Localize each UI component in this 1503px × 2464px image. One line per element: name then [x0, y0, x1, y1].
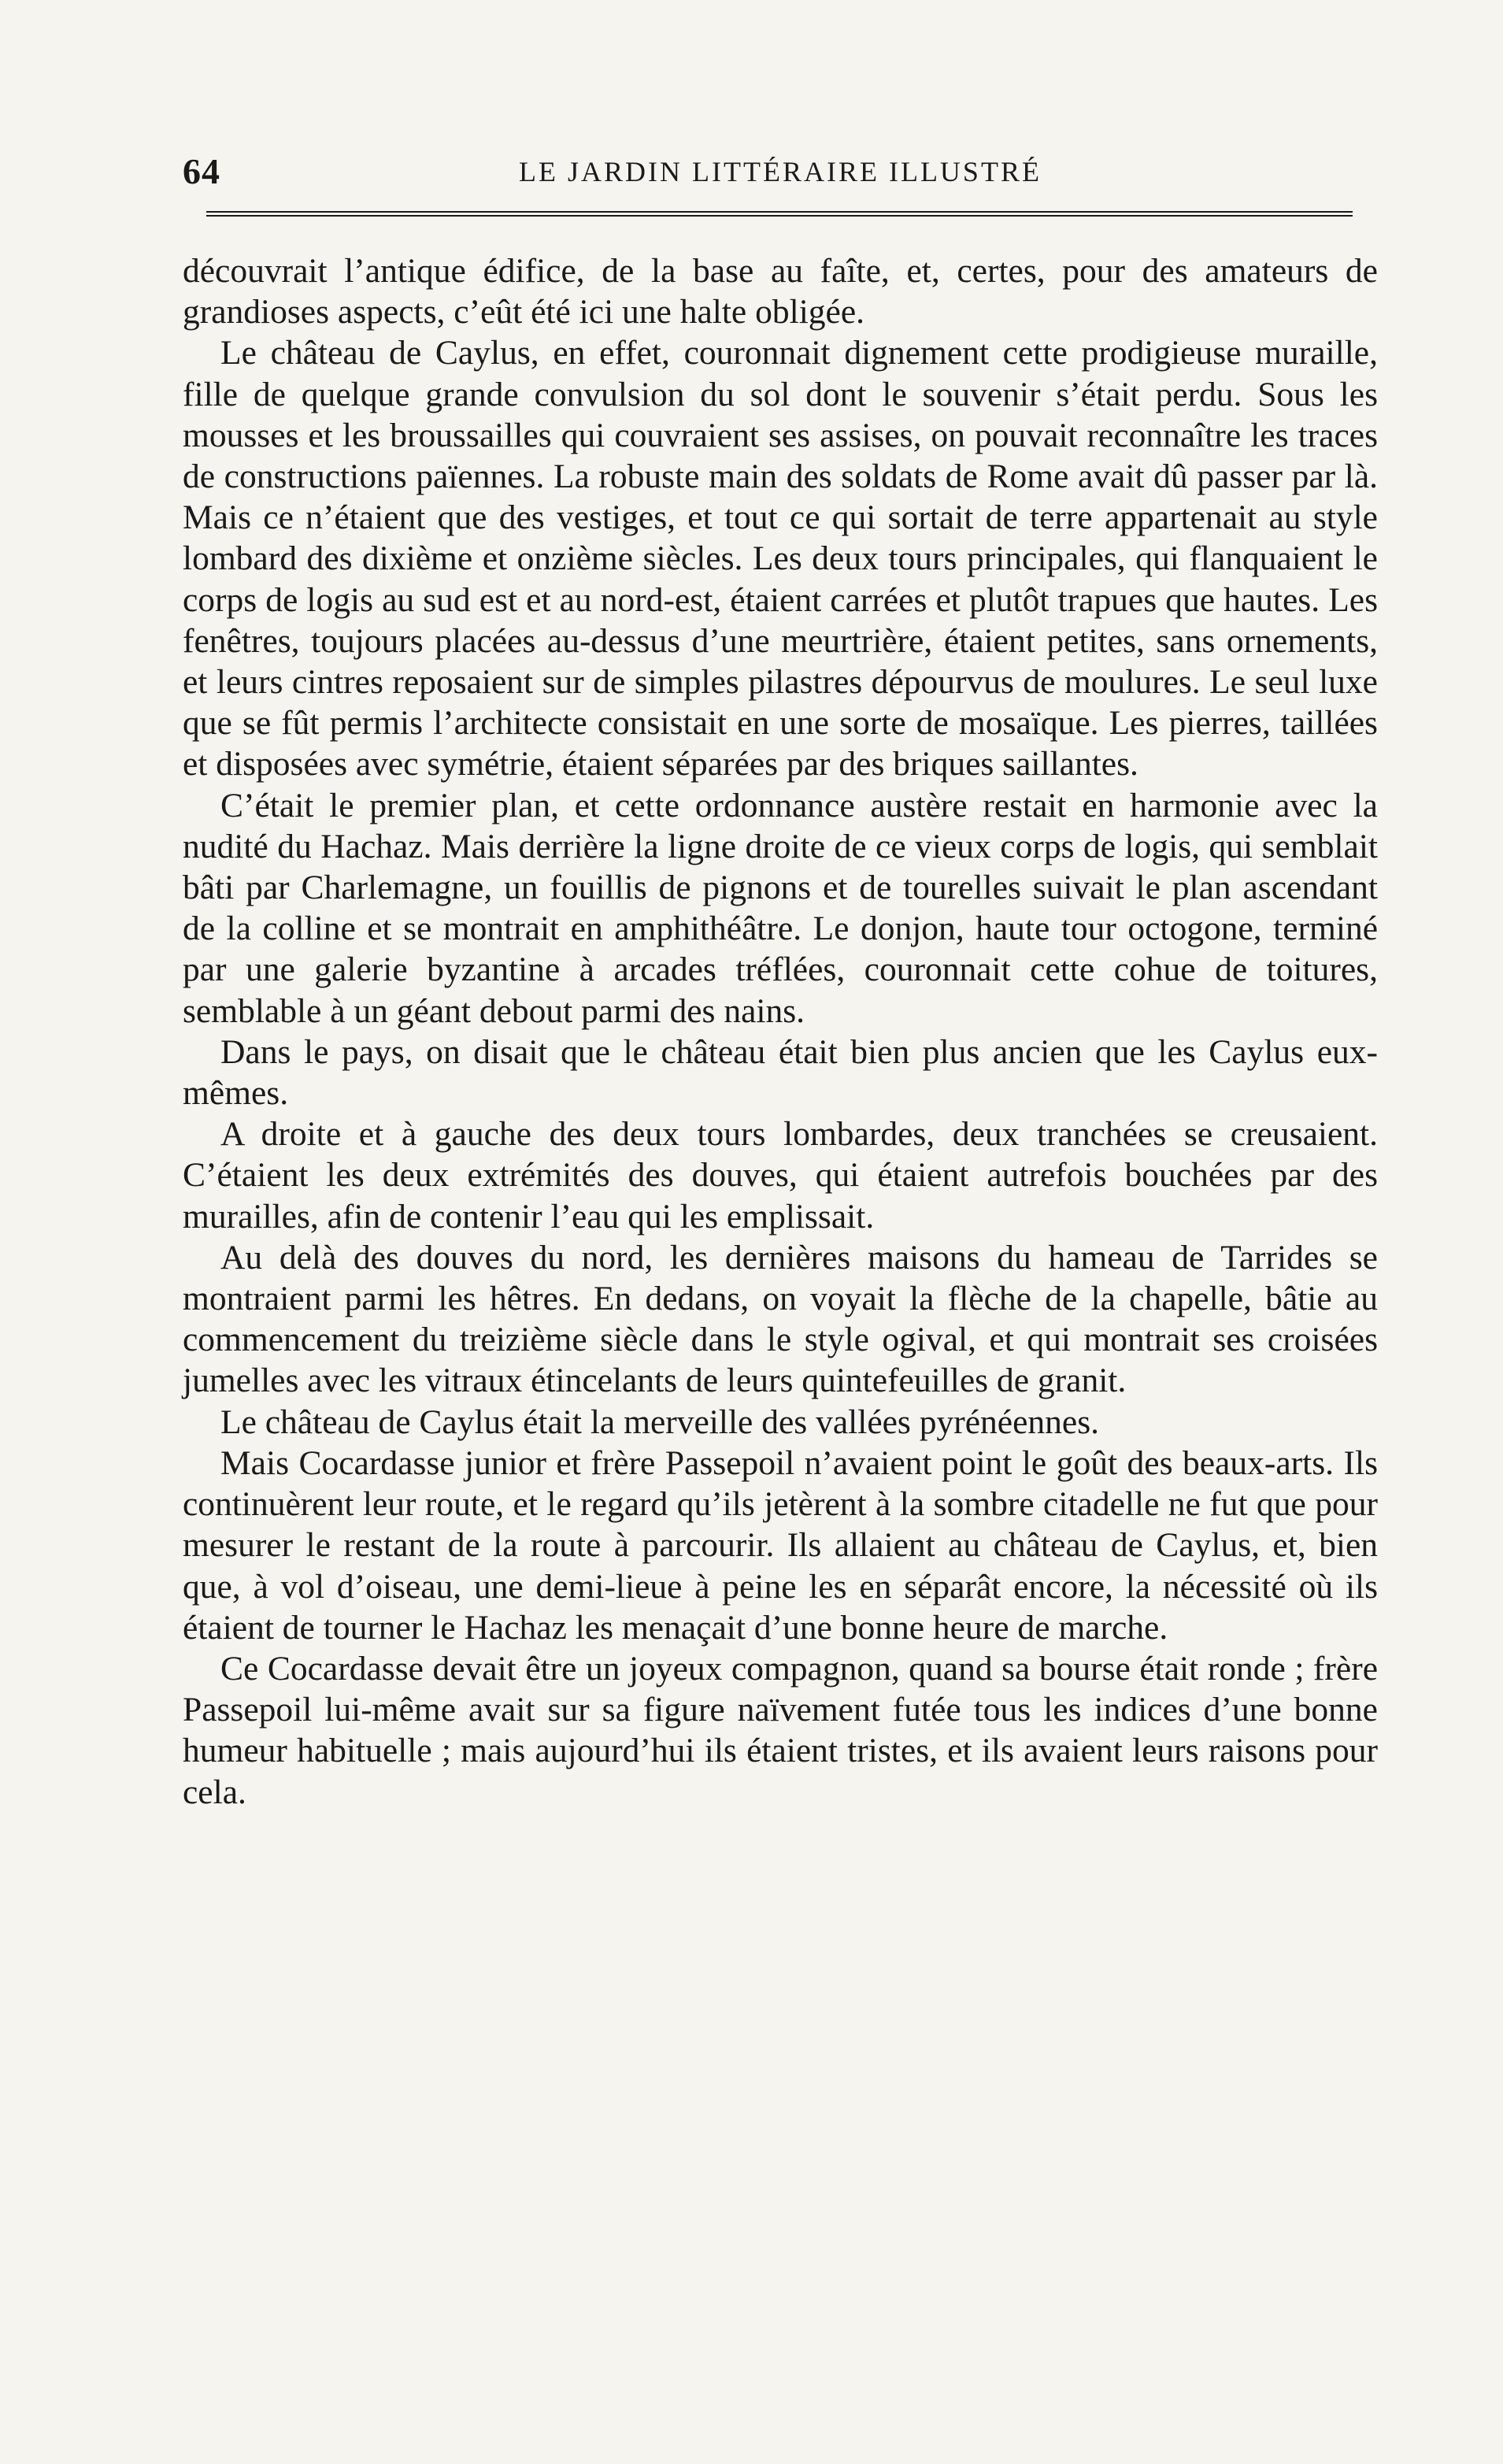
paragraph-2: Le château de Caylus, en effet, couronnait dignement cette prodigieuse muraille, fille de quelque grande convulsion du sol dont le souvenir s’était perdu. Sous les mousses et les broussailles qui couvraient ses assises, on pouvait reconnaître les traces de constructions païennes. La robuste main des soldats de Rome avait dû passer par là. Mais ce n’étaient que des vestiges, et tout ce qui sortait de terre appartenait au style lombard des dixième et onzième siècles. Les deux tours principales, qui flanquaient le corps de logis au sud est et au nord-est, étaient carrées et plutôt trapues que hautes. Les fenêtres, toujours placées au-dessus d’une meurtrière, étaient petites, sans ornements, et leurs cintres reposaient sur de simples pilastres dépourvus de moulures. Le seul luxe que se fût permis l’architecte consistait en une sorte de mosaïque. Les pierres, taillées et disposées avec symétrie, étaient séparées par des briques saillantes.: [183, 334, 1378, 784]
paragraph-4: Dans le pays, on disait que le château était bien plus ancien que les Caylus eux-mêmes.: [183, 1032, 1378, 1113]
header-rule: [206, 211, 1353, 217]
paragraph-8: Mais Cocardasse junior et frère Passepoil n’avaient point le goût des beaux-arts. Ils continuèrent leur route, et le regard qu’ils jetèrent à la sombre citadelle ne fut que pour mesurer le restant de la route à parcourir. Ils allaient au château de Caylus, et, bien que, à vol d’oiseau, une demi-lieue à peine les en séparât encore, la nécessité où ils étaient de tourner le Hachaz les menaçait d’une bonne heure de marche.: [183, 1443, 1378, 1647]
paragraph-5: A droite et à gauche des deux tours lombardes, deux tranchées se creusaient. C’étaient les deux extrémités des douves, qui étaient autrefois bouchées par des murailles, afin de contenir l’eau qui les emplissait.: [183, 1115, 1378, 1236]
page-number: 64: [183, 151, 220, 191]
paragraph-1: découvrait l’antique édifice, de la base au faîte, et, certes, pour des amateurs de grandioses aspects, c’eût été ici une halte obligée.: [183, 252, 1378, 332]
paragraph-6: Au delà des douves du nord, les dernières maisons du hameau de Tarrides se montraient parmi les hêtres. En dedans, on voyait la flèche de la chapelle, bâtie au commencement du treizième siècle dans le style ogival, et qui montrait ses croisées jumelles avec les vitraux étincelants de leurs quintefeuilles de granit.: [183, 1238, 1378, 1400]
paragraph-3: C’était le premier plan, et cette ordonnance austère restait en harmonie avec la nudité du Hachaz. Mais derrière la ligne droite de ce vieux corps de logis, qui semblait bâti par Charlemagne, un fouillis de pignons et de tourelles suivait le plan ascendant de la colline et se montrait en amphithéâtre. Le donjon, haute tour octogone, terminé par une galerie byzantine à arcades tréflées, couronnait cette cohue de toitures, semblable à un géant debout parmi des nains.: [183, 786, 1378, 1030]
paragraph-9: Ce Cocardasse devait être un joyeux compagnon, quand sa bourse était ronde ; frère Passepoil lui-même avait sur sa figure naïvement futée tous les indices d’une bonne humeur habituelle ; mais aujourd’hui ils étaient tristes, et ils avaient leurs raisons pour cela.: [183, 1649, 1378, 1811]
running-title: LE JARDIN LITTÉRAIRE ILLUSTRÉ: [519, 156, 1042, 187]
page-header: [183, 148, 1378, 195]
body-text: [183, 250, 1378, 1813]
paragraph-7: Le château de Caylus était la merveille des vallées pyrénéennes.: [220, 1402, 1100, 1441]
